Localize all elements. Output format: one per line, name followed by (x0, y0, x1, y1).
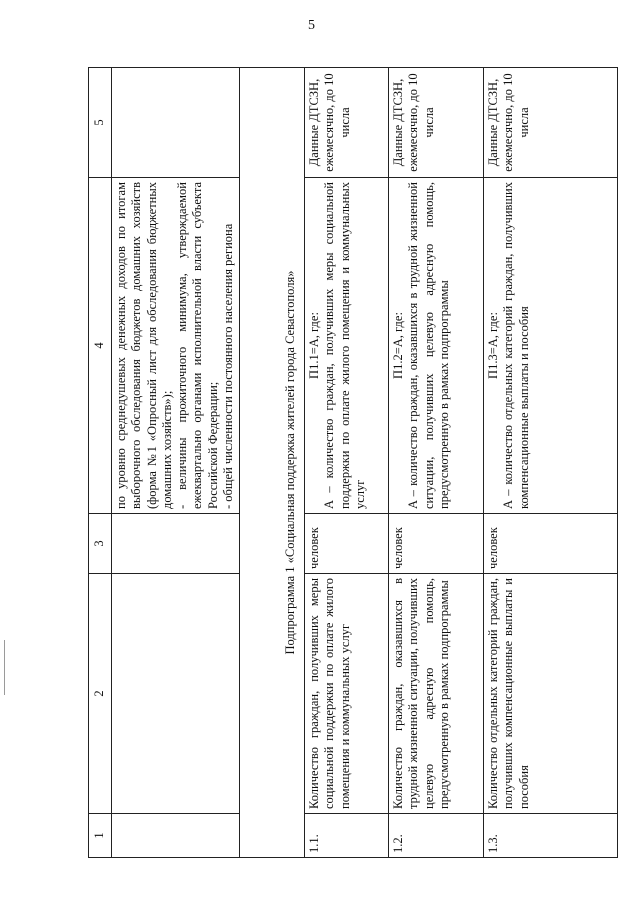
continuation-empty-2 (112, 574, 240, 814)
row-1-number: 1.1. (305, 814, 389, 858)
header-row (89, 68, 112, 858)
row-3-source: Данные ДТСЗН, ежемесячно, до 10 числа (484, 68, 618, 178)
indicators-table (88, 67, 618, 858)
table-row (484, 68, 618, 858)
row-3-unit: человек (484, 514, 618, 574)
row-2-name: Количество граждан, оказавшихся в трудной жизненной ситуации, получивших целевую адресную помощь, предусмотренную в рамках подпрограммы (389, 574, 484, 814)
header-col-3: 3 (89, 514, 112, 574)
continuation-row (112, 68, 240, 858)
row-2-unit: человек (389, 514, 484, 574)
row-2-calculation (389, 178, 484, 514)
continuation-empty-5 (112, 68, 240, 178)
row-3-number: 1.3. (484, 814, 618, 858)
table-row (305, 68, 389, 858)
row-3-calculation (484, 178, 618, 514)
rotated-table-container (88, 68, 618, 858)
row-2-formula: П1.2=A, где: (391, 312, 405, 379)
row-1-description: A – количество граждан, получивших меры социальной поддержки по оплате жилого помещения и коммунальных услуг (322, 182, 367, 509)
subprogram-title: Подпрограмма 1 «Социальная поддержка жителей города Севастополя» (240, 68, 305, 858)
row-1-name: Количество граждан, получивших меры социальной поддержки по оплате жилого помещения и коммунальных услуг (305, 574, 389, 814)
continuation-line-2: - величины прожиточного минимума, утверждаемой ежеквартально органами исполнительной власти субъекта Российской Федерации; (175, 182, 220, 509)
row-2-source: Данные ДТСЗН, ежемесячно, до 10 числа (389, 68, 484, 178)
header-col-4: 4 (89, 178, 112, 514)
row-3-formula: П1.3=A, где: (486, 312, 500, 379)
continuation-empty-3 (112, 514, 240, 574)
continuation-empty-1 (112, 814, 240, 858)
table-row (389, 68, 484, 858)
row-1-calculation (305, 178, 389, 514)
continuation-text (112, 178, 240, 514)
row-2-number: 1.2. (389, 814, 484, 858)
header-col-2: 2 (89, 574, 112, 814)
row-1-source: Данные ДТСЗН, ежемесячно, до 10 числа (305, 68, 389, 178)
page-number: 5 (308, 18, 315, 33)
row-1-formula: П1.1=A, где: (307, 312, 321, 379)
row-1-unit: человек (305, 514, 389, 574)
header-col-5: 5 (89, 68, 112, 178)
subprogram-row (240, 68, 305, 858)
continuation-line-1: по уровню среднедушевых денежных доходов по итогам выборочного обследования бюджетов домашних хозяйств (форма №1 «Опросный лист для обследования бюджетных домашних хозяйств»); (114, 182, 174, 509)
row-2-description: A – количество граждан, оказавшихся в трудной жизненной ситуации, получивших целевую адресную помощь, предусмотренную в рамках подпрограммы (406, 182, 451, 509)
scan-mark (4, 640, 5, 695)
row-3-name: Количество отдельных категорий граждан, получивших компенсационные выплаты и пособия (484, 574, 618, 814)
continuation-line-3: - общей численности постоянного населения региона (220, 223, 235, 509)
header-col-1: 1 (89, 814, 112, 858)
row-3-description: A – количество отдельных категорий граждан, получивших компенсационные выплаты и пособия (501, 182, 531, 509)
